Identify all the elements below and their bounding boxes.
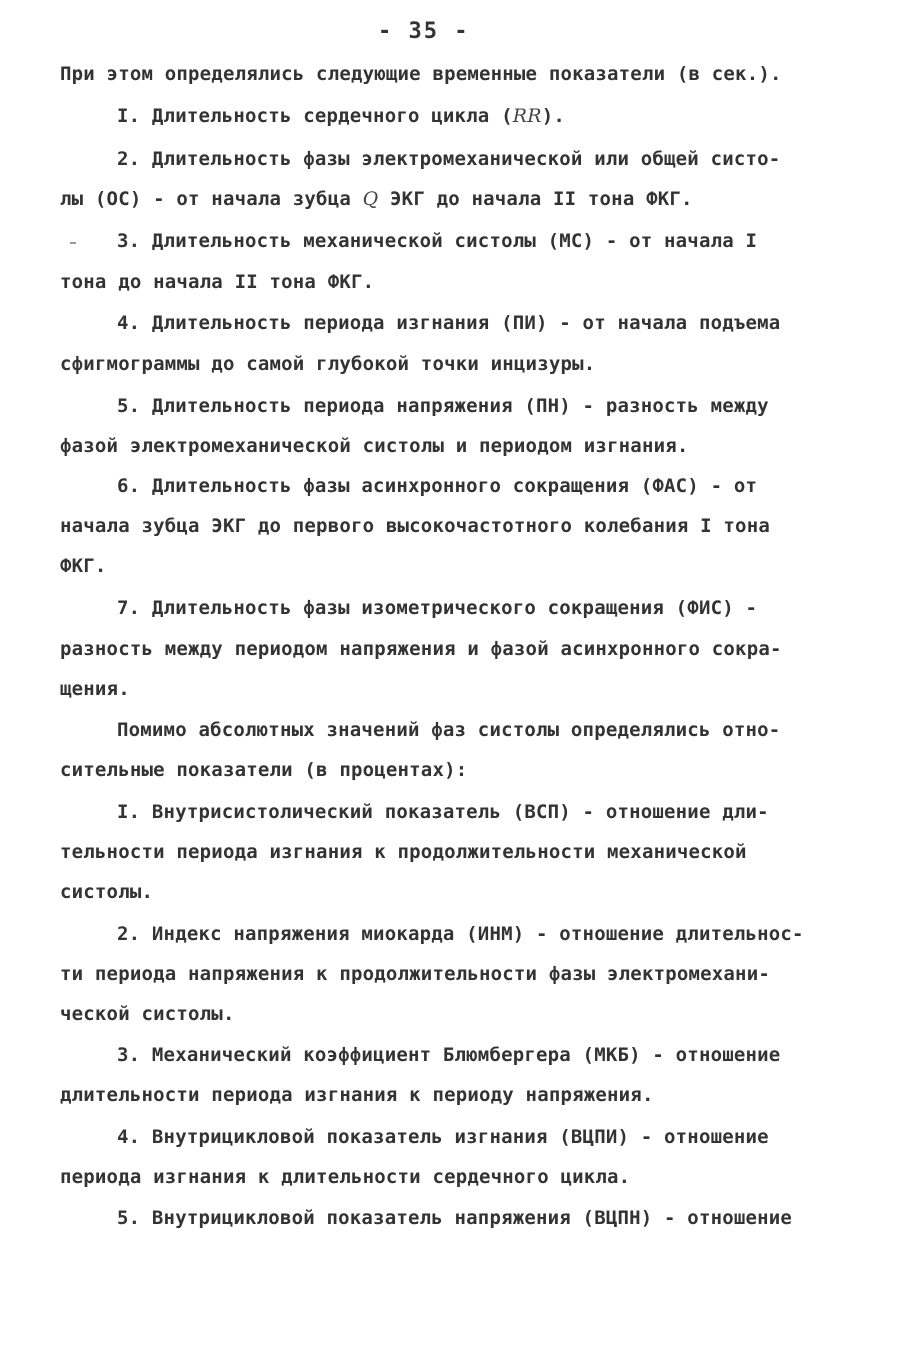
text-line: 4. Внутрицикловой показатель изгнания (ВЦПИ) - отношение: [117, 1126, 769, 1148]
text-fragment: I. Длительность сердечного цикла (: [117, 105, 513, 127]
text-line: 5. Длительность периода напряжения (ПН) - разность между: [117, 395, 769, 417]
text-line: щения.: [60, 678, 130, 700]
handwritten-q: Q: [362, 188, 379, 210]
text-line: разность между периодом напряжения и фазой асинхронного сокра-: [60, 638, 782, 660]
scan-speck: [70, 242, 76, 244]
text-line: начала зубца ЭКГ до первого высокочастотного колебания I тона: [60, 515, 770, 537]
text-line: 7. Длительность фазы изометрического сокращения (ФИС) -: [117, 597, 758, 619]
text-line: I. Внутрисистолический показатель (ВСП) - отношение дли-: [117, 801, 769, 823]
text-line: фазой электромеханической систолы и периодом изгнания.: [60, 435, 689, 457]
text-line: При этом определялись следующие временные показатели (в сек.).: [60, 63, 782, 85]
text-line: 5. Внутрицикловой показатель напряжения (ВЦПН) - отношение: [117, 1207, 793, 1229]
text-line: тельности периода изгнания к продолжительности механической: [60, 841, 747, 863]
text-line: 3. Длительность механической систолы (МС) - от начала I: [117, 230, 758, 252]
text-line: ФКГ.: [60, 555, 107, 577]
text-line: периода изгнания к длительности сердечного цикла.: [60, 1166, 631, 1188]
text-line: 3. Механический коэффициент Блюмбергера (МКБ) - отношение: [117, 1044, 781, 1066]
text-fragment: ЭКГ до начала II тона ФКГ.: [390, 188, 693, 210]
text-line: 4. Длительность периода изгнания (ПИ) - от начала подъема: [117, 312, 781, 334]
text-line: [60, 187, 693, 211]
text-line: тона до начала II тона ФКГ.: [60, 271, 375, 293]
text-line: 6. Длительность фазы асинхронного сокращения (ФАС) - от: [117, 475, 758, 497]
text-fragment: лы (ОС) - от начала зубца: [60, 188, 351, 210]
text-line: ти периода напряжения к продолжительности фазы электромехани-: [60, 963, 770, 985]
text-line: длительности периода изгнания к периоду напряжения.: [60, 1084, 654, 1106]
page-number: - 35 -: [378, 19, 470, 44]
text-line: 2. Длительность фазы электромеханической или общей систо-: [117, 148, 781, 170]
text-line: ческой систолы.: [60, 1003, 235, 1025]
text-line: сфигмограммы до самой глубокой точки инцизуры.: [60, 353, 596, 375]
text-line: систолы.: [60, 881, 154, 903]
text-line: [117, 104, 565, 128]
text-line: 2. Индекс напряжения миокарда (ИНМ) - отношение длительнос-: [117, 923, 804, 945]
handwritten-rr: RR: [512, 105, 542, 127]
text-fragment: ).: [541, 105, 566, 127]
text-line: Помимо абсолютных значений фаз систолы определялись отно-: [117, 719, 781, 741]
text-line: сительные показатели (в процентах):: [60, 759, 468, 781]
